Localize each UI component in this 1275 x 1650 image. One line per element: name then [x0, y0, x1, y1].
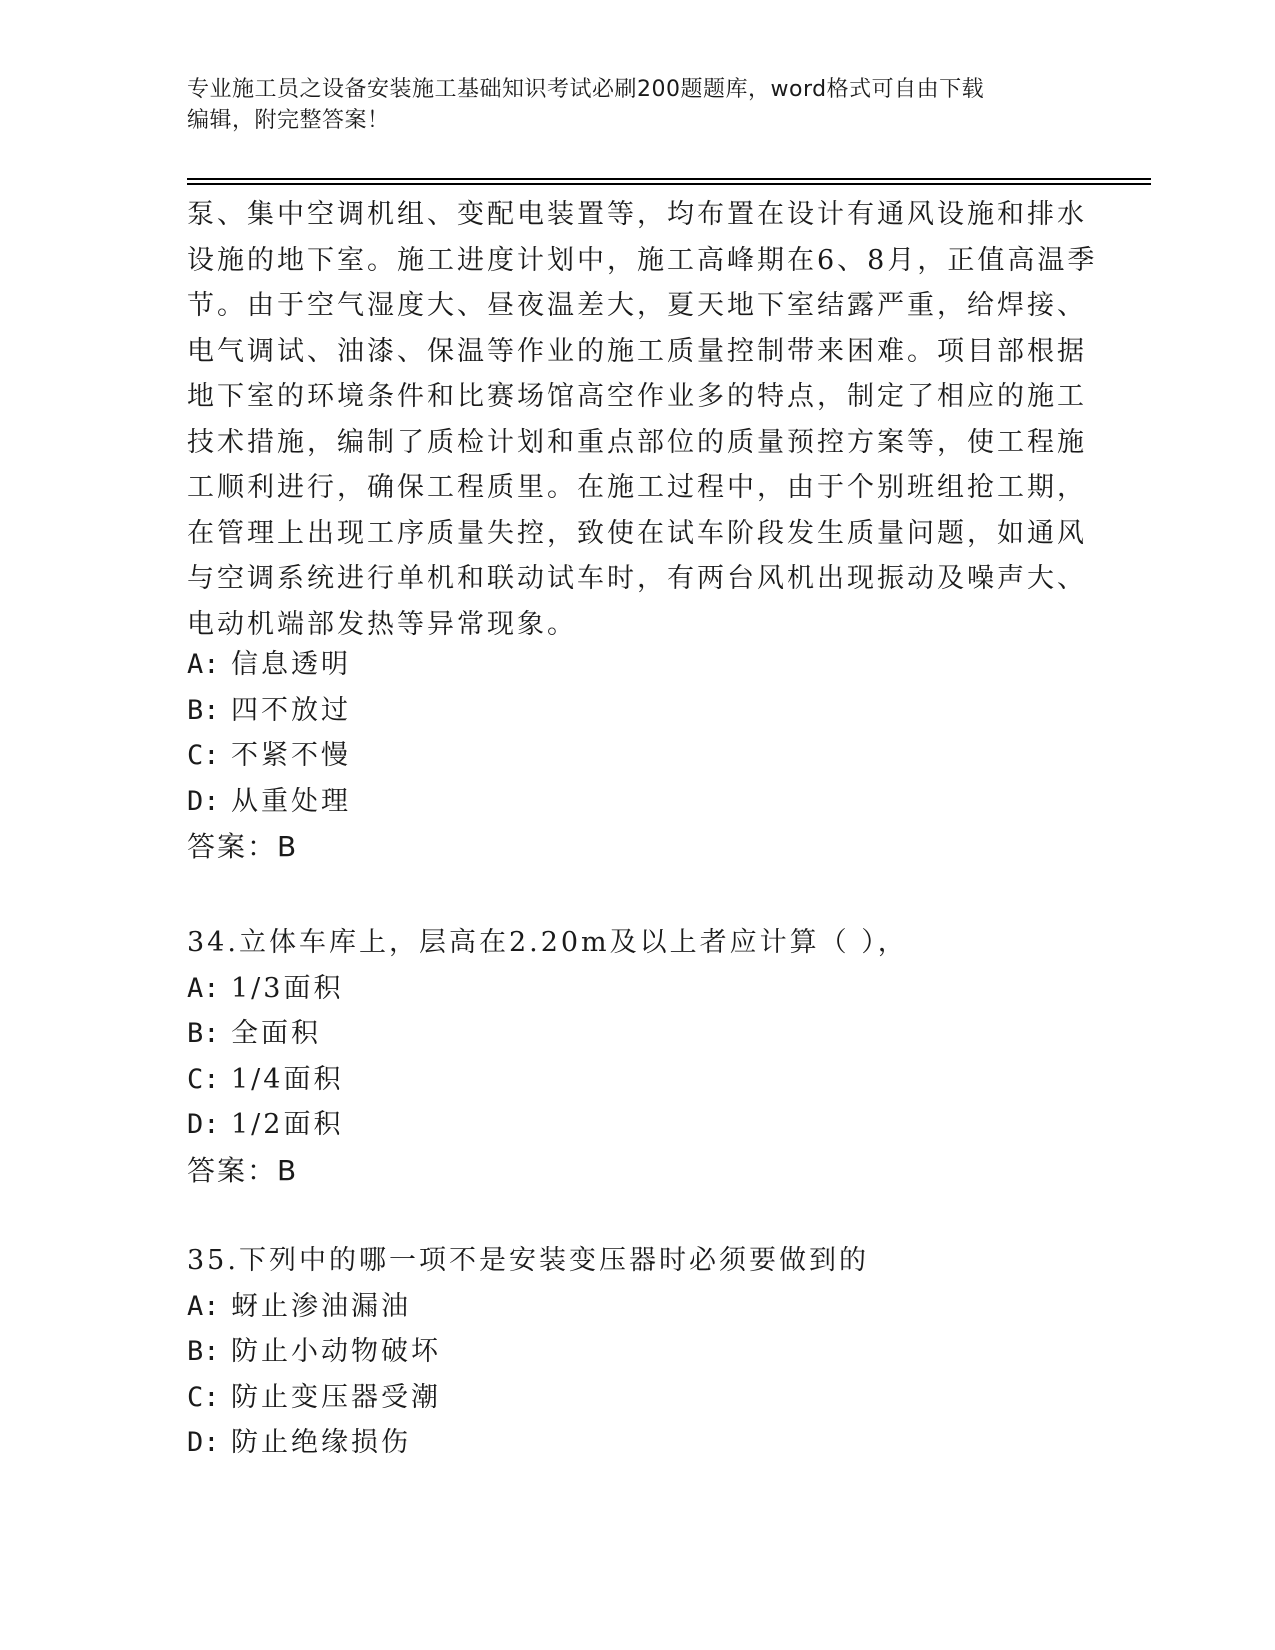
option-text: 蚜止渗油漏油	[231, 1290, 411, 1322]
stem-line: 泵、集中空调机组、变配电装置等，均布置在设计有通风设施和排水	[187, 199, 1087, 230]
option-text: 四不放过	[231, 694, 351, 726]
option-key: B:	[187, 1336, 220, 1367]
question-stem: 35.下列中的哪一项不是安装变压器时必须要做到的	[187, 1245, 869, 1276]
option-key: D:	[187, 785, 220, 817]
option-text: 1/3面积	[231, 972, 344, 1004]
option-key: B:	[187, 1018, 220, 1049]
option-text: 防止小动物破坏	[231, 1336, 441, 1367]
stem-line: 电动机端部发热等异常现象。	[187, 608, 577, 640]
document-header	[187, 74, 1087, 136]
option-key: B:	[187, 694, 220, 726]
stem-line: 设施的地下室。施工进度计划中，施工高峰期在6、8月，正值高温季	[187, 244, 1098, 276]
option-text: 信息透明	[231, 649, 351, 680]
stem-line: 技术措施，编制了质检计划和重点部位的质量预控方案等，使工程施	[187, 426, 1087, 458]
option-d	[187, 1420, 1087, 1466]
option-a	[187, 1284, 1087, 1330]
option-b	[187, 1011, 1087, 1057]
question-33-options	[187, 642, 1087, 870]
header-divider-bottom	[187, 183, 1151, 185]
option-text: 全面积	[231, 1018, 321, 1049]
option-d	[187, 1102, 1087, 1148]
option-key: A:	[187, 649, 220, 680]
answer-line: 答案：B	[187, 830, 299, 863]
option-text: 1/4面积	[231, 1063, 344, 1095]
option-text: 1/2面积	[231, 1109, 344, 1140]
stem-line: 节。由于空气湿度大、昼夜温差大，夏天地下室结露严重，给焊接、	[187, 290, 1087, 321]
stem-line: 地下室的环境条件和比赛场馆高空作业多的特点，制定了相应的施工	[187, 381, 1087, 412]
stem-line: 工顺利进行，确保工程质里。在施工过程中，由于个别班组抢工期，	[187, 472, 1087, 503]
question-34	[187, 920, 1087, 1193]
option-text: 从重处理	[231, 785, 351, 817]
question-35	[187, 1238, 1087, 1466]
header-title-line-2: 编辑，附完整答案！	[187, 108, 390, 133]
option-text: 防止绝缘损伤	[231, 1427, 411, 1458]
question-stem: 34.立体车库上，层高在2.20m及以上者应计算（ ），	[187, 927, 908, 958]
stem-line: 在管理上出现工序质量失控，致使在试车阶段发生质量问题，如通风	[187, 517, 1087, 549]
option-d	[187, 779, 1087, 825]
option-a	[187, 966, 1087, 1012]
option-text: 防止变压器受潮	[231, 1381, 441, 1413]
stem-line: 与空调系统进行单机和联动试车时，有两台风机出现振动及噪声大、	[187, 563, 1087, 594]
option-key: C:	[187, 740, 220, 771]
header-title-line-1: 专业施工员之设备安装施工基础知识考试必刷200题题库，word格式可自由下载	[187, 77, 985, 102]
option-b	[187, 688, 1087, 734]
option-key: A:	[187, 972, 220, 1004]
question-33-stem-continuation	[187, 192, 1098, 647]
option-key: C:	[187, 1063, 220, 1095]
option-a	[187, 642, 1087, 688]
option-b	[187, 1329, 1087, 1375]
option-key: C:	[187, 1381, 220, 1413]
option-key: A:	[187, 1290, 220, 1322]
option-c	[187, 733, 1087, 779]
option-c	[187, 1375, 1087, 1421]
option-text: 不紧不慢	[231, 740, 351, 771]
option-key: D:	[187, 1427, 220, 1458]
stem-line: 电气调试、油漆、保温等作业的施工质量控制带来困难。项目部根据	[187, 335, 1087, 367]
header-divider-top	[187, 178, 1151, 180]
option-c	[187, 1057, 1087, 1103]
answer-line: 答案：B	[187, 1153, 299, 1187]
option-key: D:	[187, 1109, 220, 1140]
